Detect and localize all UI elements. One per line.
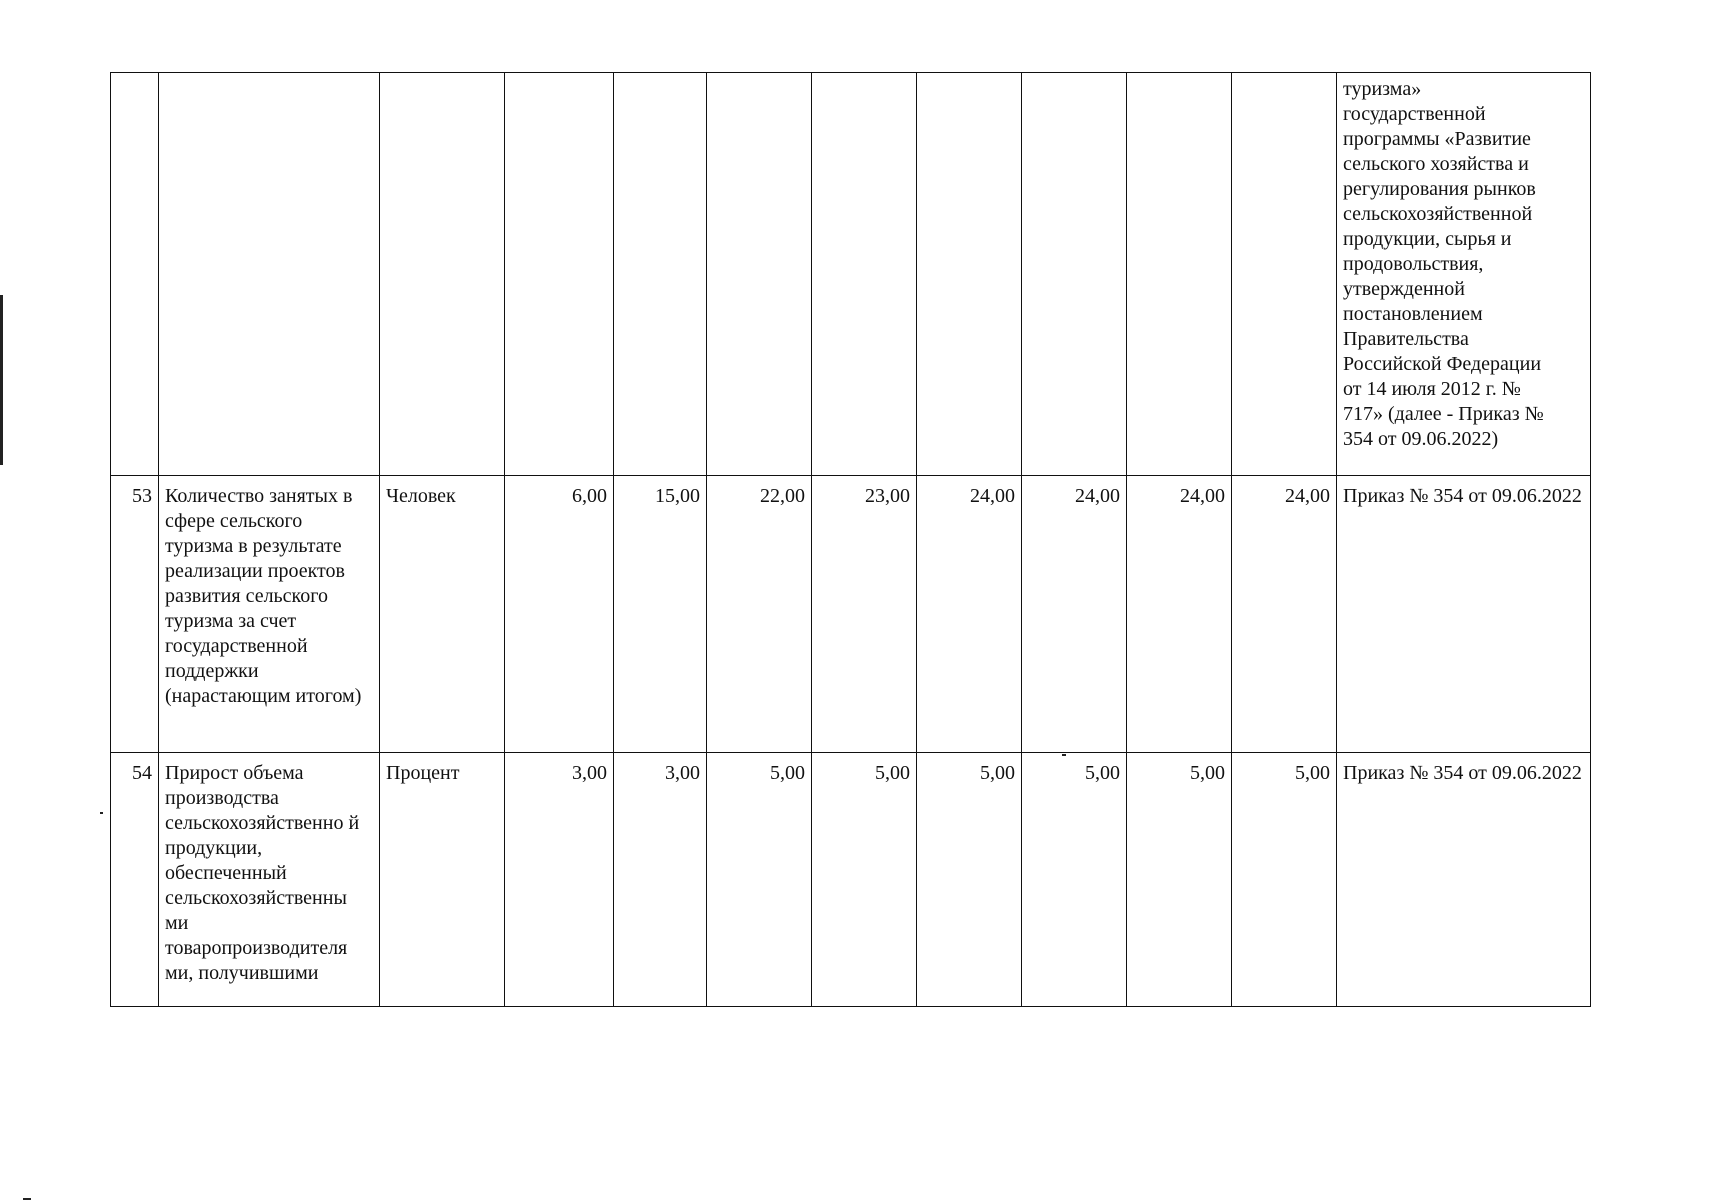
- cell-value: 6,00: [505, 476, 614, 753]
- cell-value: 5,00: [1232, 753, 1337, 1007]
- cell-value: 23,00: [812, 476, 917, 753]
- table-row-continuation: [111, 73, 1591, 476]
- cell-value: 3,00: [614, 753, 707, 1007]
- cell-description: [159, 73, 380, 476]
- cell-value: 22,00: [707, 476, 812, 753]
- cell-unit: Процент: [380, 753, 505, 1007]
- indicators-table: [110, 72, 1591, 1007]
- cell-value: 24,00: [917, 476, 1022, 753]
- cell-unit: Человек: [380, 476, 505, 753]
- cell-value: [1127, 73, 1232, 476]
- cell-value: [505, 73, 614, 476]
- cell-value: [614, 73, 707, 476]
- cell-value: 5,00: [1127, 753, 1232, 1007]
- cell-index: [111, 73, 159, 476]
- cell-value: [917, 73, 1022, 476]
- cell-value: [1232, 73, 1337, 476]
- cell-value: 24,00: [1127, 476, 1232, 753]
- cell-description: Количество занятых в сфере сельского туризма в результате реализации проектов развития сельского туризма за счет государственной поддержки (нарастающим итогом): [159, 476, 380, 753]
- cell-value: [812, 73, 917, 476]
- cell-index: 54: [111, 753, 159, 1007]
- cell-source: Приказ № 354 от 09.06.2022: [1337, 476, 1591, 753]
- cell-index: 53: [111, 476, 159, 753]
- table-row: [111, 476, 1591, 753]
- cell-value: [707, 73, 812, 476]
- continuation-source-text: туризма» государственной программы «Развитие сельского хозяйства и регулирования рынков сельскохозяйственной продукции, сырья и продовольствия, утвержденной постановлением Правительства Российской Федерации от 14 июля 2012 г. № 717» (далее - Приказ № 354 от 09.06.2022): [1343, 78, 1544, 450]
- table-row: [111, 753, 1591, 1007]
- cell-description: Прирост объема производства сельскохозяйственно й продукции, обеспеченный сельскохозяйственны ми товаропроизводителя ми, получившими: [159, 753, 380, 1007]
- cell-unit: [380, 73, 505, 476]
- cell-value: 24,00: [1232, 476, 1337, 753]
- cell-value: 5,00: [1022, 753, 1127, 1007]
- cell-value: 3,00: [505, 753, 614, 1007]
- cell-value: 24,00: [1022, 476, 1127, 753]
- scan-edge-mark: [0, 295, 3, 465]
- cell-source: Приказ № 354 от 09.06.2022: [1337, 753, 1591, 1007]
- cell-value: [1022, 73, 1127, 476]
- cell-value: 15,00: [614, 476, 707, 753]
- cell-source: [1337, 73, 1591, 476]
- scan-speck: [100, 812, 103, 814]
- cell-value: 5,00: [812, 753, 917, 1007]
- cell-value: 5,00: [707, 753, 812, 1007]
- cell-value: 5,00: [917, 753, 1022, 1007]
